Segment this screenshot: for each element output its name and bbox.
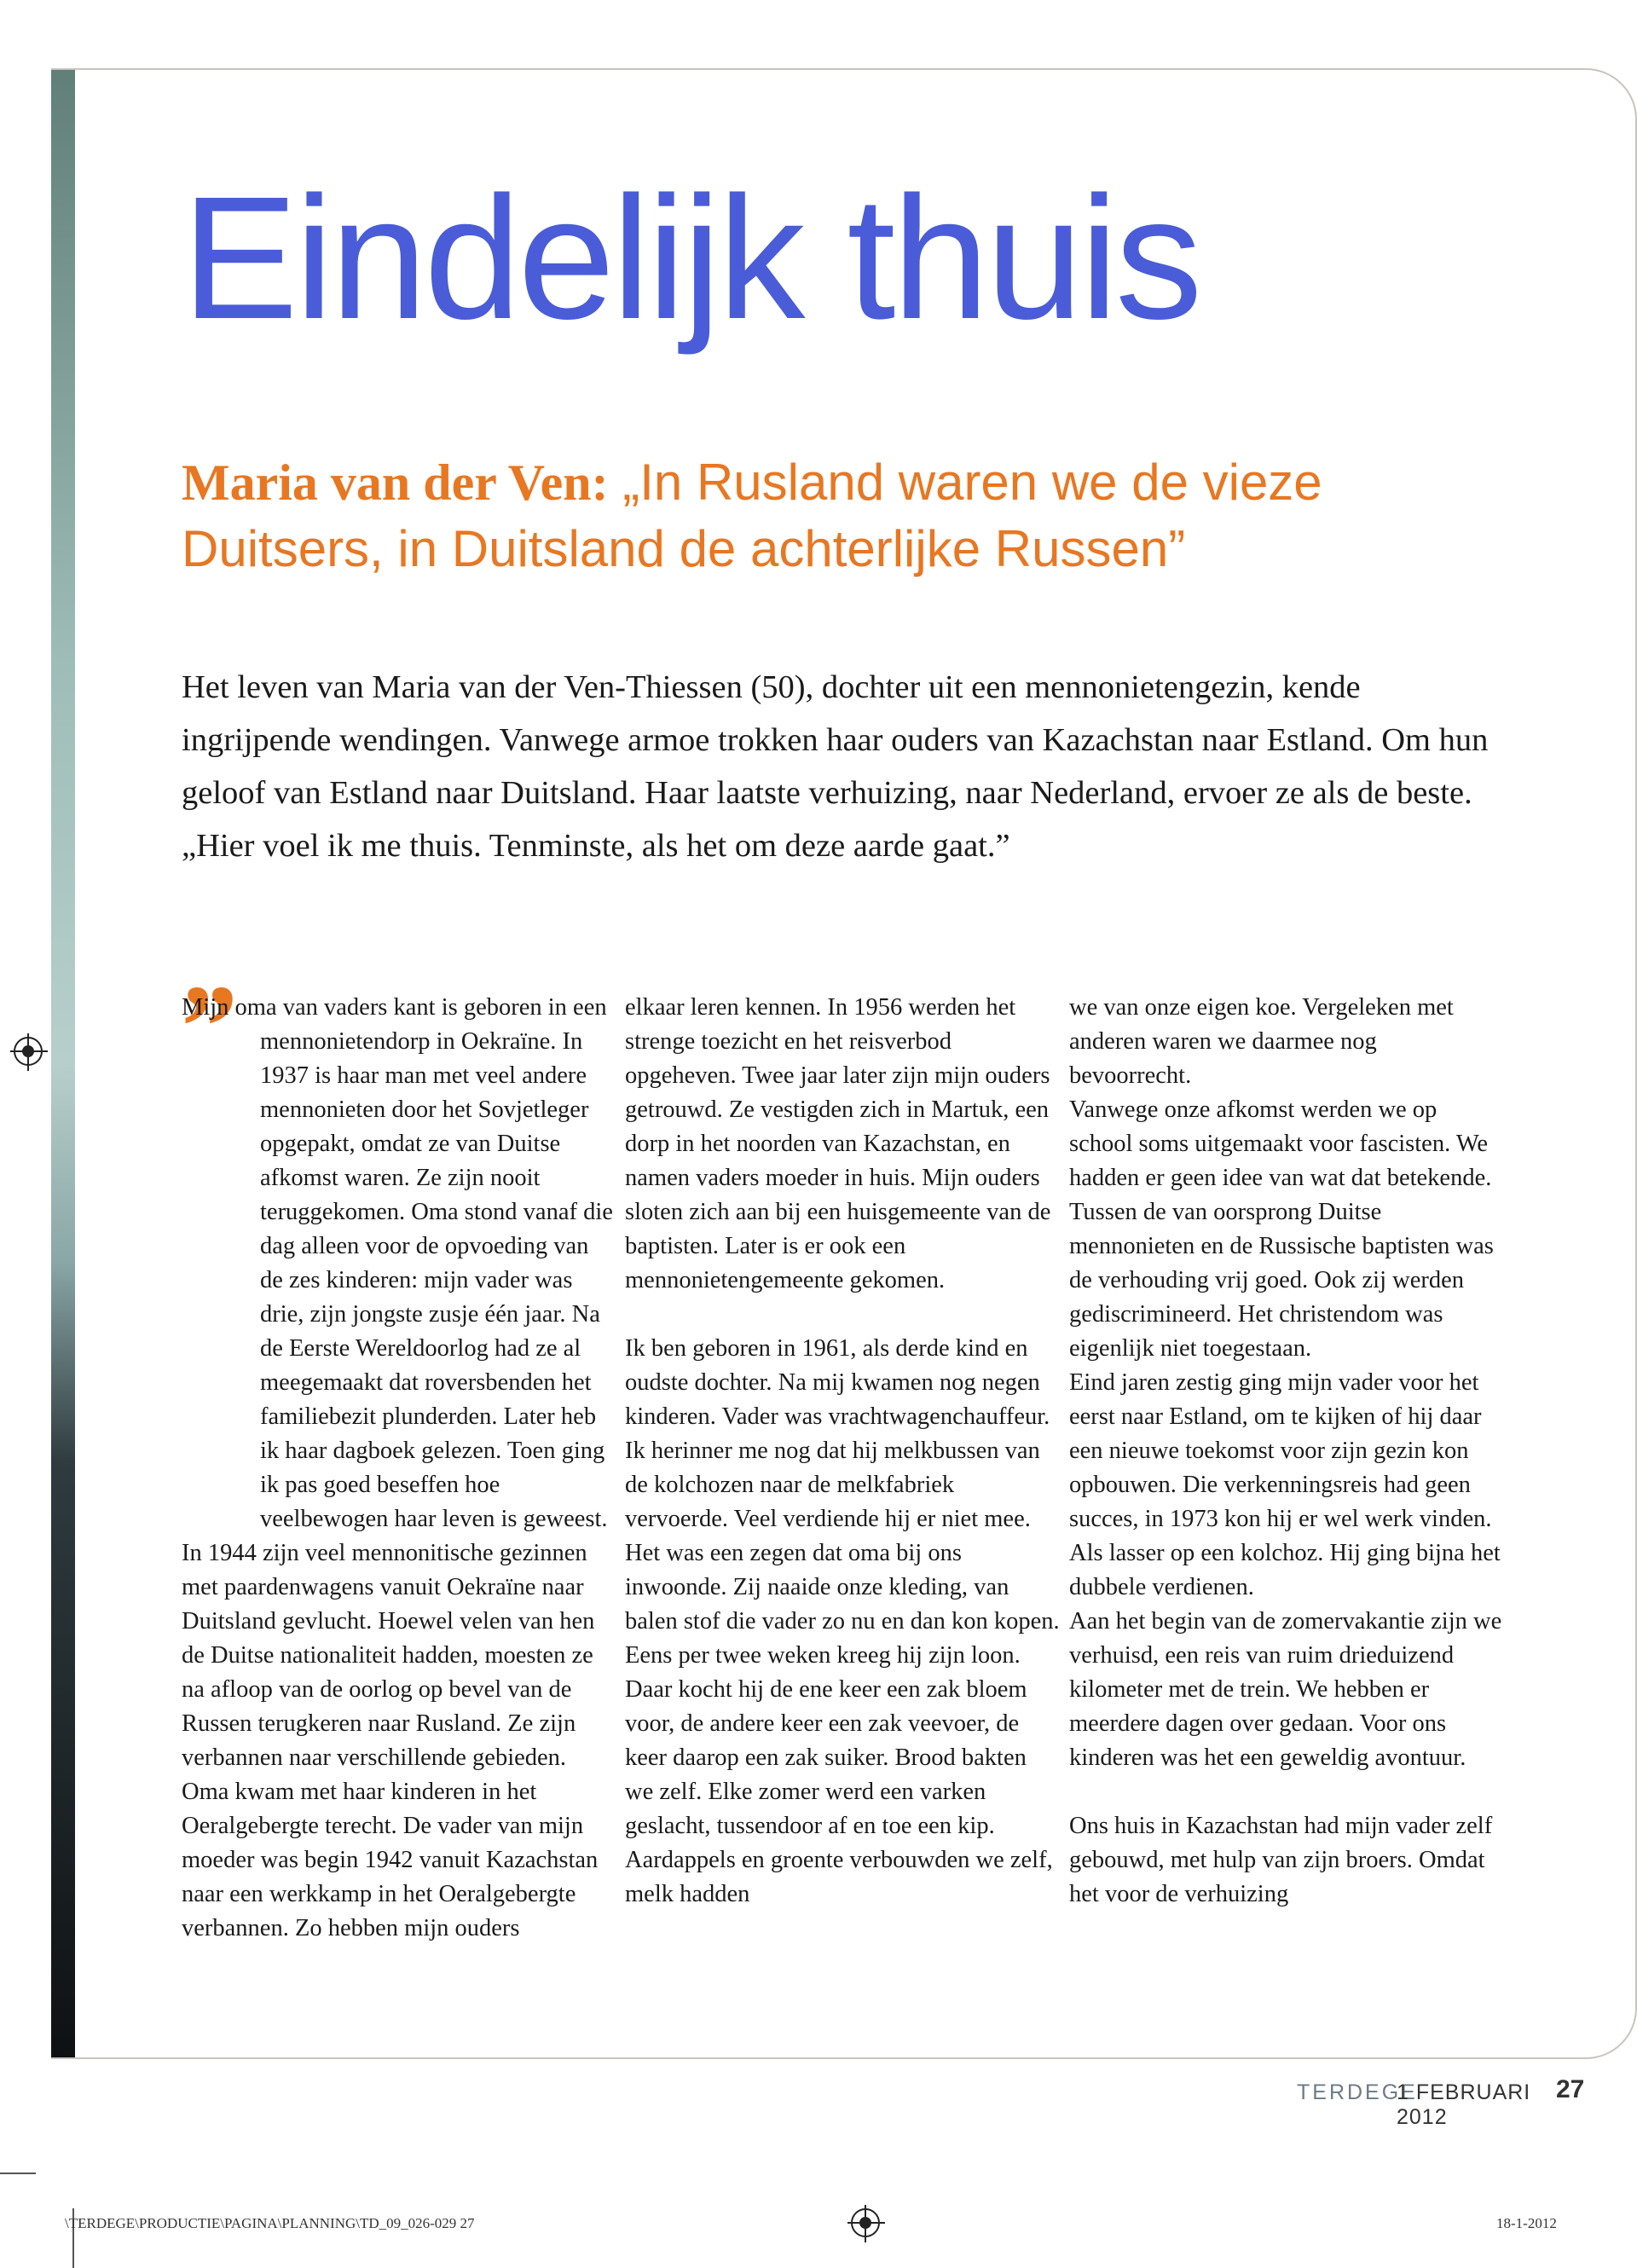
article-headline: Eindelijk thuis — [182, 160, 1200, 356]
article-intro: Het leven van Maria van der Ven-Thiessen (50), dochter uit een mennonietengezin, kende ingrijpende wendingen. Vanwege armoe trokken haar ouders van Kazachstan naar Estland. Om hun geloof van Estland naar Duitsland. Haar laatste verhuizing, naar Nederland, ervoer ze als de beste. „Hier voel ik me thuis. Tenminste, als het om deze aarde gaat.” — [182, 669, 1489, 864]
body-paragraph: Aan het begin van de zomervakantie zijn we verhuisd, een reis van ruim drieduizend kilometer met de trein. We hebben er meerdere dagen over gedaan. Voor ons kinderen was het een geweldig avontuur. — [1069, 1608, 1502, 1771]
body-paragraph: elkaar leren kennen. In 1956 werden het strenge toezicht en het reisverbod opgeheven. Twee jaar later zijn mijn ouders getrouwd. Ze vestigden zich in Martuk, een dorp in het noorden van Kazachstan, en namen vaders moeder in huis. Mijn ouders sloten zich aan bij een huisgemeente van de baptisten. Later is er ook een mennonietengemeente gekomen. — [625, 994, 1051, 1293]
body-column-1 — [182, 991, 616, 1946]
body-paragraph: In 1944 zijn veel mennonitische gezinnen met paardenwagens vanuit Oekraïne naar Duitsland gevlucht. Hoewel velen van hen de Duitse nationaliteit hadden, moesten ze na afloop van de oorlog op bevel van de Russen terugkeren naar Rusland. Ze zijn verbannen naar verschillende gebieden. Oma kwam met haar kinderen in het Oeralgebergte terecht. De vader van mijn moeder was begin 1942 vanuit Kazachstan naar een werkkamp in het Oeralgebergte verbannen. Zo hebben mijn ouders — [182, 1540, 599, 1941]
footer-magazine-name: TERDEGE — [1297, 2080, 1418, 2104]
body-paragraph: Ik ben geboren in 1961, als derde kind en oudste dochter. Na mij kwamen nog negen kinderen. Vader was vrachtwagenchauffeur. Ik herinner me nog dat hij melkbussen van de kolchozen naar de melkfabriek vervoerde. Veel verdiende hij er niet mee. Het was een zegen dat oma bij ons inwoonde. Zij naaide onze kleding, van balen stof die vader zo nu en dan kon kopen. Eens per twee weken kreeg hij zijn loon. Daar kocht hij de ene keer een zak bloem voor, de andere keer een zak veevoer, de keer daarop een zak suiker. Brood bakten we zelf. Elke zomer werd een varken geslacht, tussendoor af en toe een kip. Aardappels en groente verbouwden we zelf, melk hadden — [625, 1335, 1060, 1907]
registration-mark-icon — [851, 2208, 880, 2237]
footer-page-number: 27 — [1556, 2075, 1585, 2103]
subhead-quote: „In Rusland waren we de vieze Duitsers, in Duitsland de achterlijke Russen” — [182, 454, 1322, 577]
body-paragraph: Vanwege onze afkomst werden we op school soms uitgemaakt voor fascisten. We hadden er geen idee van wat dat betekende. Tussen de van oorsprong Duitse mennonieten en de Russische baptisten was de verhouding vrij goed. Ook zij werden gediscrimineerd. Het christendom was eigenlijk niet toegestaan. — [1069, 1096, 1494, 1362]
body-paragraph: we van onze eigen koe. Vergeleken met anderen waren we daarmee nog bevoorrecht. — [1069, 994, 1454, 1089]
subhead-speaker: Maria van der Ven: — [182, 454, 609, 511]
footer-issue-date: 1 FEBRUARI 2012 — [1397, 2080, 1531, 2129]
print-slug-path: \TERDEGE\PRODUCTIE\PAGINA\PLANNING\TD_09_026-029 27 — [65, 2215, 475, 2231]
opening-quote-mark: ” — [175, 961, 234, 1093]
body-paragraph: Mijn oma van vaders kant is geboren in een mennonietendorp in Oekraïne. In 1937 is haar man met veel andere mennonieten door het Sovjetleger opgepakt, omdat ze van Duitse afkomst waren. Ze zijn nooit teruggekomen. Oma stond vanaf die dag alleen voor de opvoeding van de zes kinderen: mijn vader was drie, zijn jongste zusje één jaar. Na de Eerste Wereldoorlog had ze al meegemaakt dat roversbenden het familiebezit plunderden. Later heb ik haar dagboek gelezen. Toen ging ik pas goed beseffen hoe veelbewogen haar leven is geweest. — [182, 994, 613, 1532]
article-subhead — [182, 449, 1512, 582]
body-column-2 — [625, 991, 1060, 1912]
crop-mark — [0, 2173, 36, 2174]
registration-mark-icon — [14, 1037, 43, 1066]
print-slug-date: 18-1-2012 — [1496, 2215, 1557, 2231]
body-column-3 — [1069, 991, 1504, 1912]
body-paragraph: Eind jaren zestig ging mijn vader voor het eerst naar Estland, om te kijken of hij daar een nieuwe toekomst voor zijn gezin kon opbouwen. Die verkenningsreis had geen succes, in 1973 kon hij er wel werk vinden. Als lasser op een kolchoz. Hij ging bijna het dubbele verdienen. — [1069, 1369, 1501, 1600]
body-paragraph: Ons huis in Kazachstan had mijn vader zelf gebouwd, met hulp van zijn broers. Omdat het voor de verhuizing — [1069, 1813, 1493, 1907]
